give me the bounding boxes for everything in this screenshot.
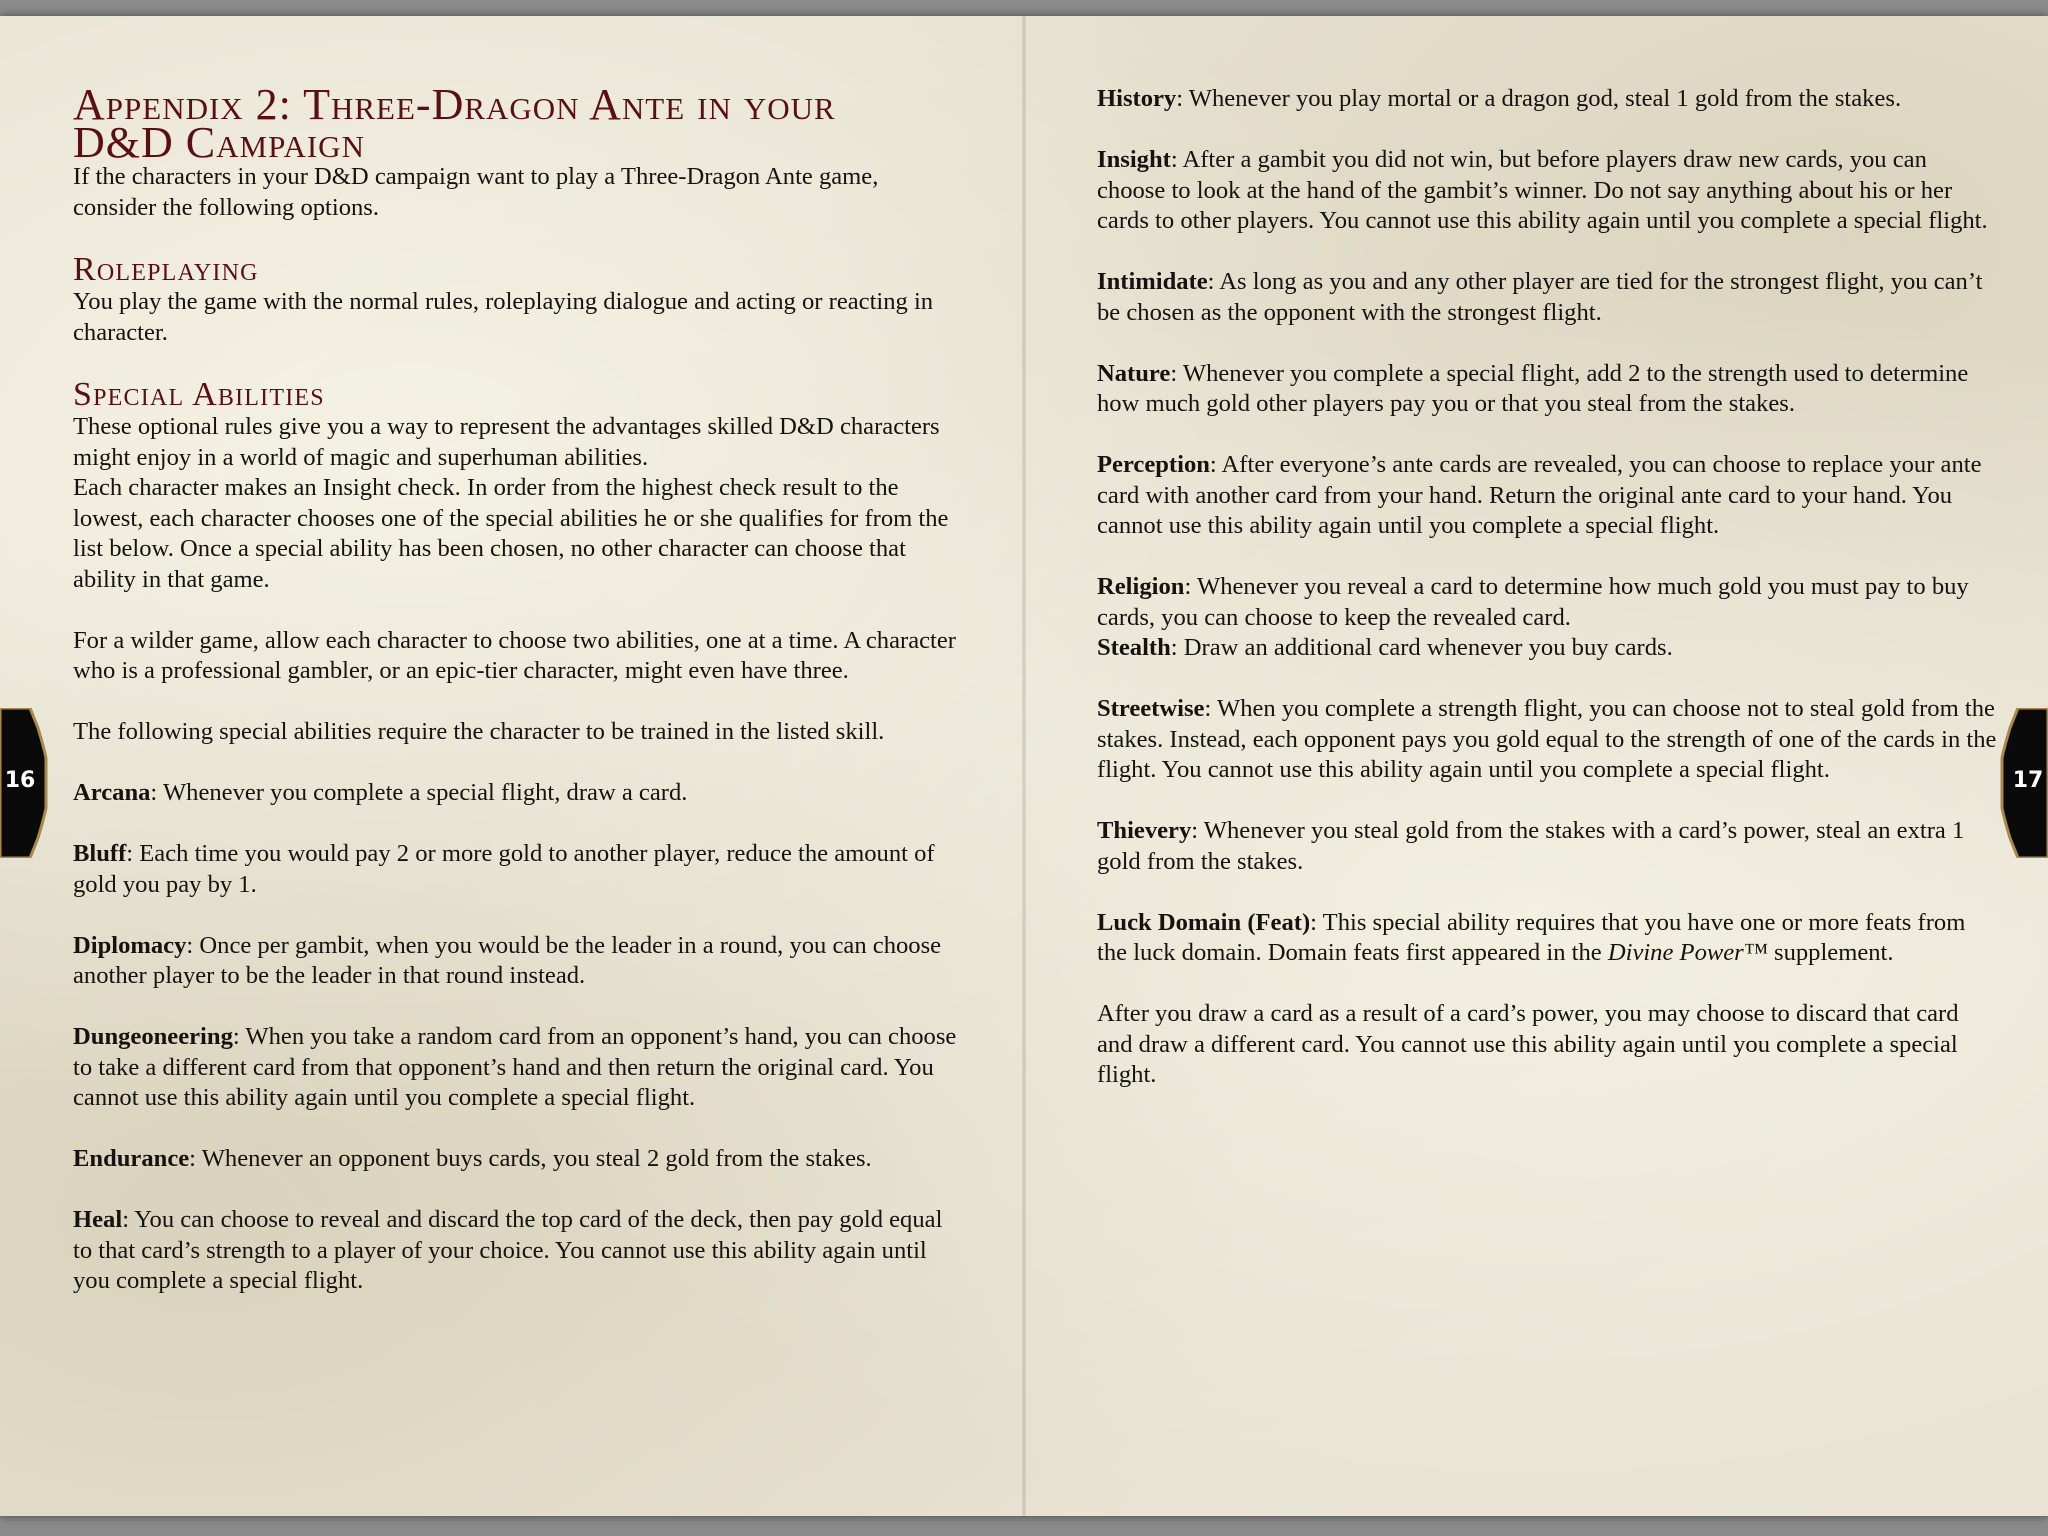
page-number: 17 [2012,768,2044,793]
left-column [73,80,963,1297]
ability-text: : Whenever you play mortal or a dragon god, steal 1 gold from the stakes. [1176,85,1902,112]
ability-text: : After everyone’s ante cards are revealed, you can choose to replace your ante card with another card from your hand. Return the original ante card to your hand. You cannot use this ability again until you complete a special flight. [1097,451,1982,539]
after-draw-paragraph: After you draw a card as a result of a card’s power, you may choose to discard that card and draw a different card. You cannot use this ability again until you complete a special flight. [1097,1000,1959,1088]
ability-term: Arcana [73,779,151,806]
ability-term: Streetwise [1097,695,1205,722]
ability-term: Endurance [73,1145,190,1172]
ability-stealth [1097,633,1997,664]
ability-text: : Whenever an opponent buys cards, you steal 2 gold from the stakes. [189,1145,872,1172]
page-number-tab-left [0,708,52,858]
right-column [1097,84,1997,1091]
ability-religion [1097,572,1997,633]
title-line-2: D&D Campaign [73,118,365,167]
special-abilities-heading: Special Abilities [73,376,325,413]
ability-text: : After a gambit you did not win, but before players draw new cards, you can choose to look at the hand of the gambit’s winner. Do not say anything about his or her cards to other players. You cannot use this ability again until you complete a special flight. [1097,146,1988,234]
insight-check-paragraph: Each character makes an Insight check. In order from the highest check result to the lowest, each character chooses one of the special abilities he or she qualifies for from the list below. Once a special ability has been chosen, no other character can choose that ability in that game. [73,474,949,593]
ability-bluff [73,839,963,900]
intro-paragraph: If the characters in your D&D campaign want to play a Three-Dragon Ante game, consider the following options. [73,163,879,221]
ability-text: : Whenever you complete a special flight, add 2 to the strength used to determine how much gold other players pay you or that you steal from the stakes. [1097,359,1969,417]
ability-intimidate [1097,267,1997,328]
ability-heal [73,1205,963,1297]
ability-term: Stealth [1097,634,1171,661]
right-page [1026,16,2048,1516]
page-number: 16 [4,768,36,793]
title-line-1: Appendix 2: Three-Dragon Ante in your [73,80,836,129]
book-title: Divine Power™ [1607,939,1768,966]
special-abilities-paragraph: These optional rules give you a way to represent the advantages skilled D&D characters might enjoy in a world of magic and superhuman abilities. [73,413,940,471]
ability-streetwise [1097,694,1997,786]
ability-term: Diplomacy [73,931,187,959]
ability-term: Heal [73,1206,123,1233]
ability-text: : This special ability requires that you have one or more feats from the luck domain. Domain feats first appeared in the [1097,908,1966,966]
ability-insight [1097,145,1997,237]
ability-luck-domain [1097,908,1997,969]
ability-dungeoneering [73,1022,963,1114]
roleplaying-paragraph: You play the game with the normal rules, roleplaying dialogue and acting or reacting in character. [73,288,934,346]
ability-history [1097,84,1997,115]
ability-text: : When you complete a strength flight, you can choose not to steal gold from the stakes. Instead, each opponent pays you gold equal to the strength of one of the cards in the flight. You cannot use this ability again until you complete a special flight. [1097,695,1997,783]
ability-term: Religion [1097,573,1185,600]
page-number-tab-right [1996,708,2048,858]
ability-text: : Whenever you steal gold from the stakes with a card’s power, steal an extra 1 gold from the stakes. [1097,817,1965,875]
ability-text: : Whenever you reveal a card to determine how much gold you must pay to buy cards, you can choose to keep the revealed card. [1097,573,1969,631]
ability-endurance [73,1144,963,1175]
ability-text: : Each time you would pay 2 or more gold to another player, reduce the amount of gold you pay by 1. [73,840,935,898]
ability-term: Luck Domain (Feat) [1097,908,1311,936]
left-page [0,16,1022,1516]
ability-text: : Once per gambit, when you would be the leader in a round, you can choose another player to be the leader in that round instead. [73,931,942,989]
ability-text: : You can choose to reveal and discard the top card of the deck, then pay gold equal to that card’s strength to a player of your choice. You cannot use this ability again until you complete a special flight. [73,1206,943,1294]
ability-term: Insight [1097,146,1171,173]
book-spread [0,16,2048,1516]
ability-text: : Whenever you complete a special flight, draw a card. [150,779,688,806]
page-title [73,80,963,167]
ability-term: Perception [1097,451,1210,478]
ability-term: Bluff [73,840,127,867]
roleplaying-heading: Roleplaying [73,251,259,288]
trained-skill-paragraph: The following special abilities require the character to be trained in the listed skill. [73,718,885,745]
wilder-game-paragraph: For a wilder game, allow each character to choose two abilities, one at a time. A character who is a professional gambler, or an epic-tier character, might even have three. [73,626,956,684]
ability-nature [1097,359,1997,420]
ability-term: Nature [1097,359,1171,387]
ability-term: Intimidate [1097,268,1208,295]
ability-text-end: supplement. [1767,939,1894,966]
ability-text: : Draw an additional card whenever you buy cards. [1170,634,1673,661]
ability-term: Dungeoneering [73,1023,233,1050]
ability-term: Thievery [1097,817,1192,844]
ability-diplomacy [73,931,963,992]
ability-text: : When you take a random card from an opponent’s hand, you can choose to take a different card from that opponent’s hand and then return the original card. You cannot use this ability again until you complete a special flight. [73,1023,957,1111]
ability-term: History [1097,85,1177,112]
ability-thievery [1097,816,1997,877]
ability-text: : As long as you and any other player are tied for the strongest flight, you can’t be chosen as the opponent with the strongest flight. [1097,268,1983,326]
ability-arcana [73,778,963,809]
ability-perception [1097,450,1997,542]
